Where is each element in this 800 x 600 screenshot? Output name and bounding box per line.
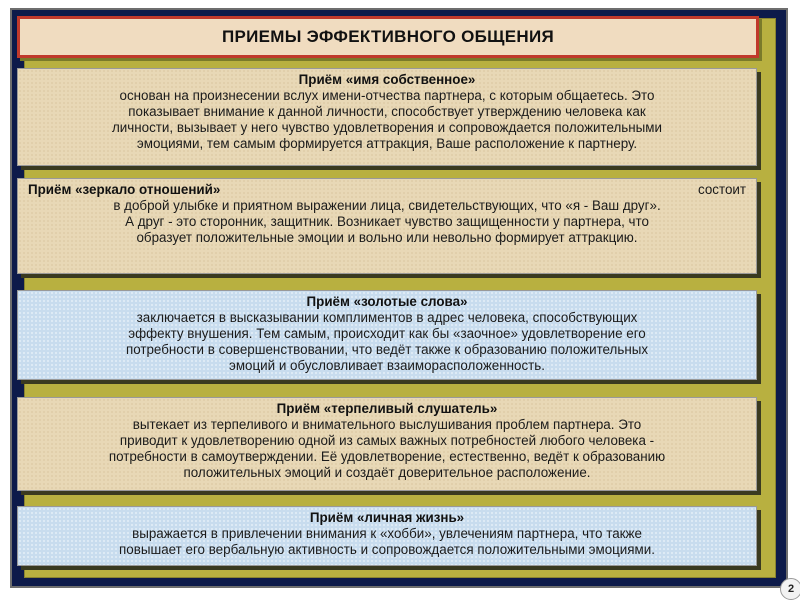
card-line: эффекту внушения. Тем самым, происходит как бы «заочное» удовлетворение его bbox=[128, 326, 646, 341]
card-line: заключается в высказывании комплиментов в адрес человека, способствующих bbox=[136, 310, 638, 325]
card-line: образует положительные эмоции и вольно или невольно формирует аттракцию. bbox=[136, 230, 638, 245]
card-line: вытекает из терпеливого и внимательного выслушивания проблем партнера. Это bbox=[132, 417, 642, 432]
slide-title: ПРИЕМЫ ЭФФЕКТИВНОГО ОБЩЕНИЯ bbox=[17, 16, 759, 58]
card-heading: Приём «имя собственное» bbox=[298, 72, 476, 87]
card-line: потребности в совершенствовании, что ведёт также к образованию положительных bbox=[125, 342, 649, 357]
card-line: эмоциями, тем самым формируется аттракция, Ваше расположение к партнеру. bbox=[136, 136, 638, 151]
card-heading: Приём «личная жизнь» bbox=[309, 510, 465, 525]
card-zerkalo-otnosheniy bbox=[17, 178, 757, 274]
card-heading: Приём «зеркало отношений» bbox=[28, 182, 221, 197]
card-terpelivyy-slushatel bbox=[17, 397, 757, 491]
card-heading-row bbox=[28, 182, 746, 198]
card-line: приводит к удовлетворению одной из самых важных потребностей любого человека - bbox=[119, 433, 655, 448]
card-heading: Приём «терпеливый слушатель» bbox=[276, 401, 498, 416]
card-line: потребности в самоутверждении. Её удовлетворение, естественно, ведёт к образованию bbox=[108, 449, 666, 464]
card-lichnaya-zhizn bbox=[17, 506, 757, 566]
card-heading: Приём «золотые слова» bbox=[306, 294, 468, 309]
card-line: выражается в привлечении внимания к «хобби», увлечениям партнера, что также bbox=[132, 526, 642, 541]
card-imya-sobstvennoe bbox=[17, 68, 757, 166]
card-line: показывает внимание к данной личности, способствует утверждению человека как bbox=[128, 104, 646, 119]
page-number-badge: 2 bbox=[780, 578, 800, 600]
card-line: повышает его вербальную активность и сопровождается положительными эмоциями. bbox=[119, 542, 655, 557]
card-line: А друг - это сторонник, защитник. Возникает чувство защищенности у партнера, что bbox=[125, 214, 649, 229]
card-line: положительных эмоций и создаёт доверительное расположение. bbox=[183, 465, 591, 480]
card-line: в доброй улыбке и приятном выражении лица, свидетельствующих, что «я - Ваш друг». bbox=[113, 198, 661, 213]
card-heading-continuation: состоит bbox=[697, 182, 746, 197]
card-line: личности, вызывает у него чувство удовлетворения и сопровождается положительными bbox=[111, 120, 662, 135]
card-line: основан на произнесении вслух имени-отчества партнера, с которым общаетесь. Это bbox=[119, 88, 655, 103]
card-zolotye-slova bbox=[17, 290, 757, 380]
card-line: эмоций и обусловливает взаиморасположенность. bbox=[229, 358, 545, 373]
